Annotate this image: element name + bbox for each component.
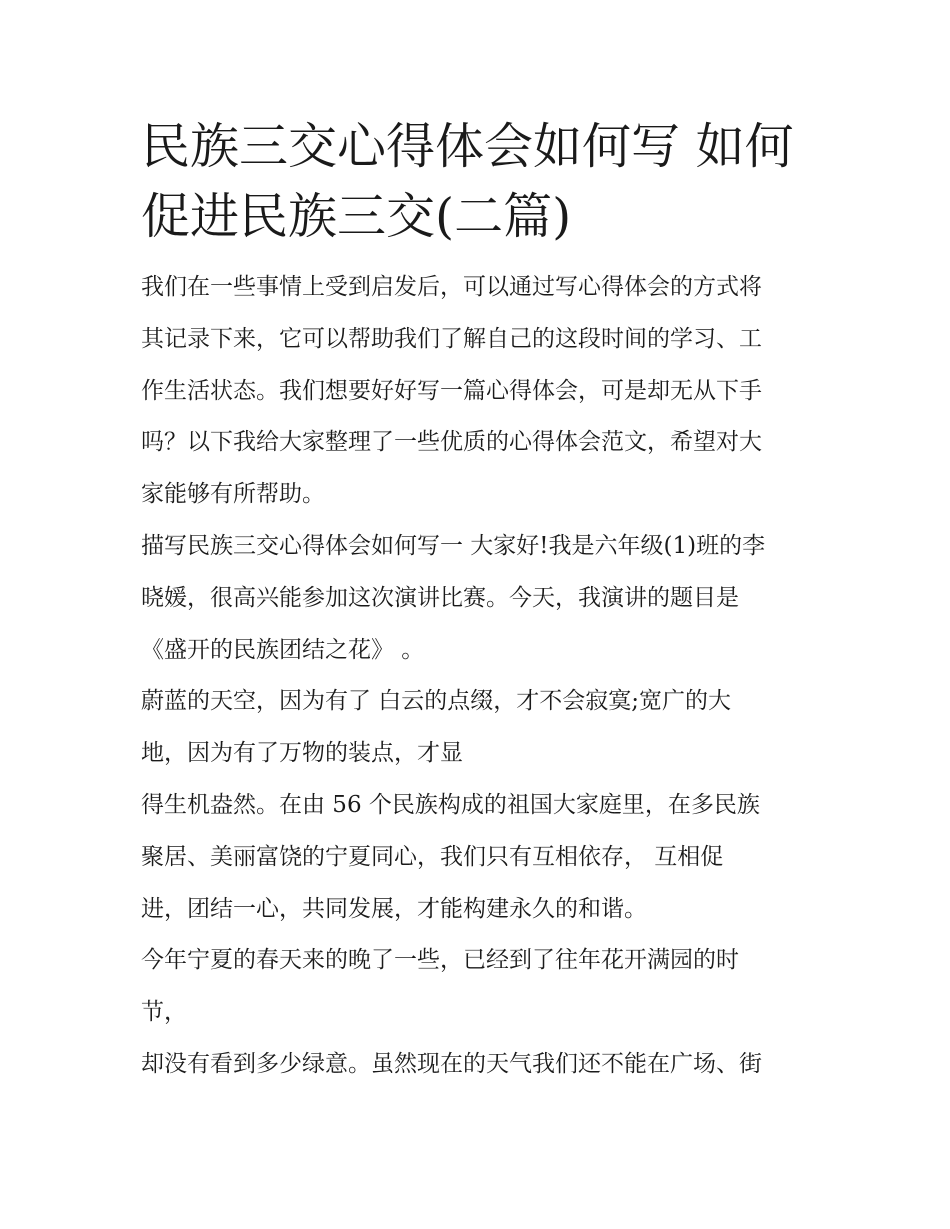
- document-page: [141, 112, 821, 1099]
- text-line: 进，团结一心，共同发展，才能构建永久的和谐。: [141, 895, 647, 922]
- document-body: [141, 270, 821, 1081]
- text-line: 节，: [141, 999, 187, 1026]
- text-line: 晓媛，很高兴能参加这次演讲比赛。今天，我演讲的题目是: [141, 584, 739, 611]
- title-line: 促进民族三交(二篇): [141, 188, 572, 245]
- text-line: 描写民族三交心得体会如何写一 大家好!我是六年级(1)班的李: [141, 532, 766, 559]
- text-line: 作生活状态。我们想要好好写一篇心得体会，可是却无从下手: [141, 377, 762, 404]
- text-line: 蔚蓝的天空，因为有了 白云的点缀，才不会寂寞;宽广的大: [141, 688, 732, 715]
- document-title: [141, 112, 821, 252]
- text-line: 聚居、美丽富饶的宁夏同心，我们只有互相依存， 互相促: [141, 843, 724, 870]
- text-line: 地，因为有了万物的装点，才显: [141, 740, 463, 767]
- title-line: 民族三交心得体会如何写 如何: [141, 118, 794, 175]
- text-line: 吗？以下我给大家整理了一些优质的心得体会范文，希望对大: [141, 429, 762, 456]
- text-line: 却没有看到多少绿意。虽然现在的天气我们还不能在广场、街: [141, 1050, 762, 1077]
- text-line: 其记录下来，它可以帮助我们了解自己的这段时间的学习、工: [141, 325, 762, 352]
- text-line: 《盛开的民族团结之花》 。: [141, 636, 425, 663]
- text-line: 今年宁夏的春天来的晚了一些，已经到了往年花开满园的时: [141, 947, 739, 974]
- text-line: 家能够有所帮助。: [141, 481, 325, 508]
- text-line: 得生机盎然。在由 56 个民族构成的祖国大家庭里，在多民族: [141, 791, 760, 818]
- text-line: 我们在一些事情上受到启发后，可以通过写心得体会的方式将: [141, 274, 762, 300]
